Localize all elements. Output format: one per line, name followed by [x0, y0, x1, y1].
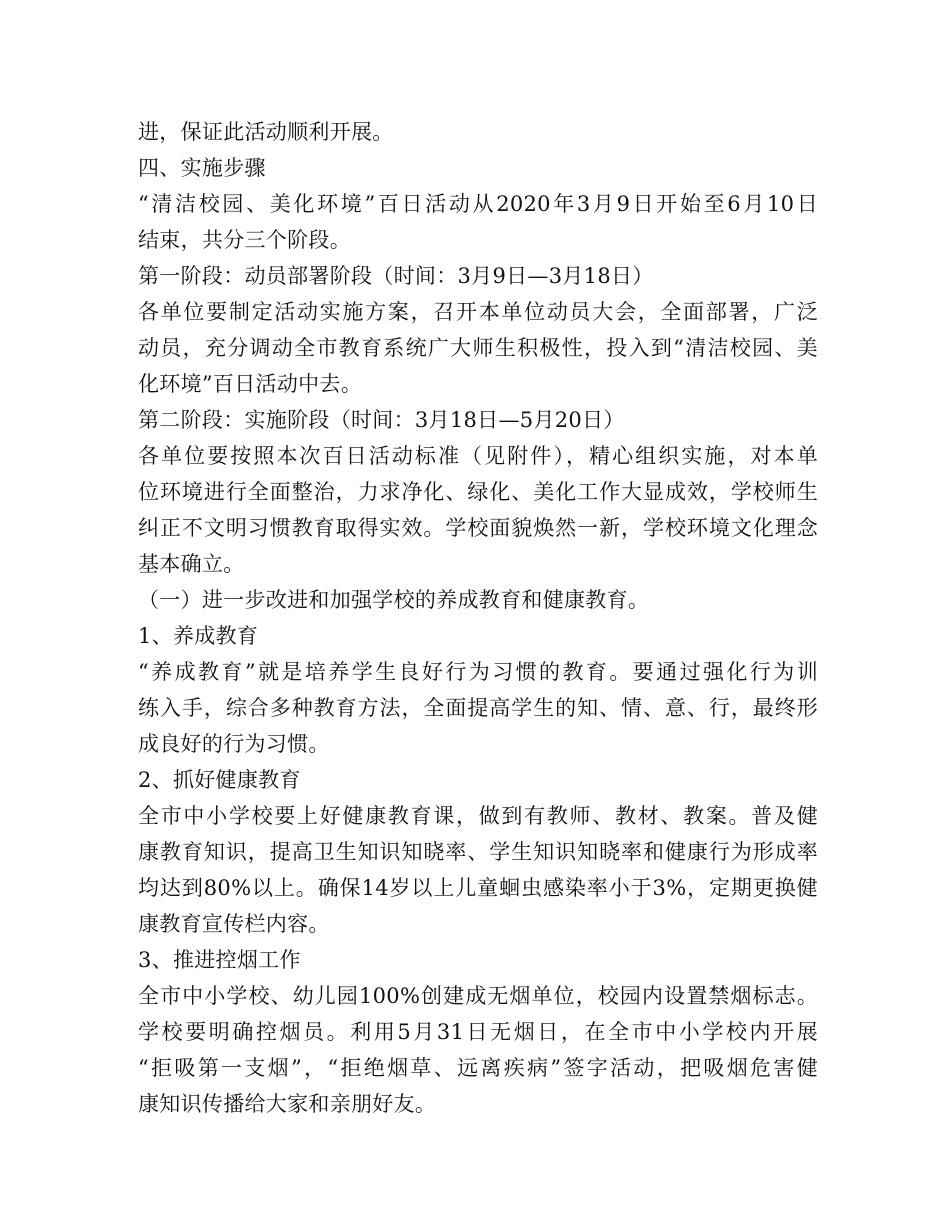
text-line: 全市中小学校、幼儿园100%创建成无烟单位，校园内设置禁烟标志。 — [138, 984, 818, 1008]
section-heading: 四、实施步骤 — [138, 156, 266, 180]
item-heading: 3、推进控烟工作 — [138, 948, 301, 972]
text-line: 全市中小学校要上好健康教育课，做到有教师、教材、教案。普及健 — [138, 804, 818, 828]
stage-heading: 第二阶段：实施阶段（时间：3月18日—5月20日） — [138, 408, 625, 432]
text-line: 康教育宣传栏内容。 — [138, 912, 330, 936]
text-line: 各单位要按照本次百日活动标准（见附件），精心组织实施，对本单 — [138, 444, 818, 468]
text-line: 学校要明确控烟员。利用5月31日无烟日，在全市中小学校内开展 — [138, 1020, 818, 1044]
text-line: 基本确立。 — [138, 552, 245, 576]
subsection-heading: （一）进一步改进和加强学校的养成教育和健康教育。 — [138, 588, 650, 612]
text-line: “清洁校园、美化环境”百日活动从2020年3月9日开始至6月10日 — [138, 192, 818, 216]
text-line: 康知识传播给大家和亲朋好友。 — [138, 1092, 437, 1116]
text-line: 均达到80%以上。确保14岁以上儿童蛔虫感染率小于3%，定期更换健 — [138, 876, 818, 900]
text-line: 各单位要制定活动实施方案，召开本单位动员大会，全面部署，广泛 — [138, 300, 818, 324]
text-line: 康教育知识，提高卫生知识知晓率、学生知识知晓率和健康行为形成率 — [138, 840, 818, 864]
stage-heading: 第一阶段：动员部署阶段（时间：3月9日—3月18日） — [138, 264, 654, 288]
text-line: 成良好的行为习惯。 — [138, 732, 330, 756]
text-line: 动员，充分调动全市教育系统广大师生积极性，投入到“清洁校园、美 — [138, 336, 818, 360]
item-heading: 2、抓好健康教育 — [138, 768, 301, 792]
text-line: 位环境进行全面整治，力求净化、绿化、美化工作大显成效，学校师生 — [138, 480, 818, 504]
text-line: 结束，共分三个阶段。 — [138, 228, 351, 252]
text-line: 练入手，综合多种教育方法，全面提高学生的知、情、意、行，最终形 — [138, 696, 818, 720]
text-line: 纠正不文明习惯教育取得实效。学校面貌焕然一新，学校环境文化理念 — [138, 516, 818, 540]
text-line: “养成教育”就是培养学生良好行为习惯的教育。要通过强化行为训 — [138, 660, 818, 684]
text-line: “拒吸第一支烟”，“拒绝烟草、远离疾病”签字活动，把吸烟危害健 — [138, 1056, 818, 1080]
item-heading: 1、养成教育 — [138, 624, 259, 648]
text-line: 化环境”百日活动中去。 — [138, 372, 363, 396]
text-line: 进，保证此活动顺利开展。 — [138, 120, 394, 144]
